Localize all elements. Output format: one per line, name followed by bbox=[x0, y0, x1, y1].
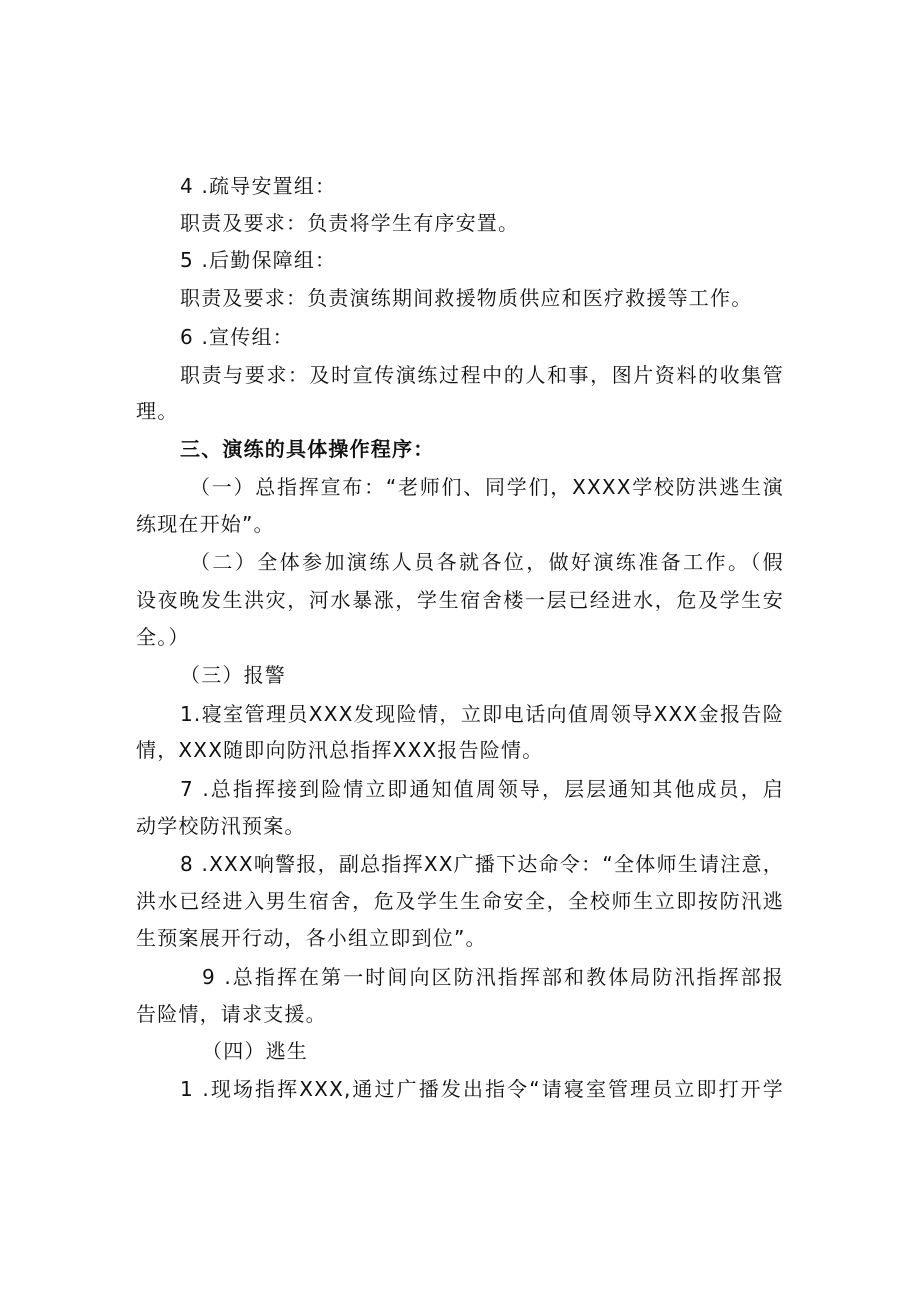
escape-item-1: 1 .现场指挥XXX,通过广播发出指令“请寝室管理员立即打开学 bbox=[180, 1077, 784, 1101]
step-1-text: （一）总指挥宣布：“老师们、同学们，XXXX学校防洪逃生演 bbox=[190, 475, 784, 499]
alarm-item-1: 1.寝室管理员XXX发现险情，立即电话向值周领导XXX金报告险 bbox=[180, 702, 784, 726]
step-3-heading: （三）报警 bbox=[180, 663, 286, 687]
alarm-item-9: 9 .总指挥在第一时间向区防汛指挥部和教体局防汛指挥部报 bbox=[202, 965, 784, 989]
step-2-text: （二）全体参加演练人员各就各位，做好演练准备工作。（假 bbox=[190, 550, 784, 574]
item-4-heading: 4 .疏导安置组： bbox=[180, 174, 337, 198]
step-2-text-cont: 设夜晚发生洪灾，河水暴涨，学生宿舍楼一层已经进水，危及学生安 bbox=[136, 588, 784, 612]
section-3-heading: 三、演练的具体操作程序： bbox=[180, 437, 435, 461]
alarm-item-7: 7 .总指挥接到险情立即通知值周领导，层层通知其他成员，启 bbox=[180, 777, 784, 801]
item-6-heading: 6 .宣传组： bbox=[180, 325, 294, 349]
item-5-heading: 5 .后勤保障组： bbox=[180, 248, 337, 272]
alarm-item-7-cont: 动学校防汛预案。 bbox=[136, 814, 306, 838]
step-4-heading: （四）逃生 bbox=[202, 1039, 308, 1063]
alarm-item-8: 8 .XXX响警报，副总指挥XX广播下达命令：“全体师生请注意， bbox=[180, 852, 784, 876]
step-1-text-cont: 练现在开始”。 bbox=[136, 512, 275, 536]
alarm-item-1-cont: 情，XXX随即向防汛总指挥XXX报告险情。 bbox=[136, 738, 544, 762]
item-6-duty-cont: 理。 bbox=[136, 399, 179, 423]
item-5-duty: 职责及要求：负责演练期间救援物质供应和医疗救援等工作。 bbox=[180, 286, 753, 310]
alarm-item-8-end: 生预案展开行动，各小组立即到位”。 bbox=[136, 926, 487, 950]
alarm-item-9-cont: 告险情，请求支援。 bbox=[136, 1002, 327, 1026]
item-6-duty: 职责与要求：及时宣传演练过程中的人和事，图片资料的收集管 bbox=[180, 363, 784, 387]
step-2-text-end: 全。） bbox=[136, 625, 190, 649]
item-4-duty: 职责及要求：负责将学生有序安置。 bbox=[180, 211, 520, 235]
alarm-item-8-cont: 洪水已经进入男生宿舍，危及学生生命安全，全校师生立即按防汛逃 bbox=[136, 889, 784, 913]
